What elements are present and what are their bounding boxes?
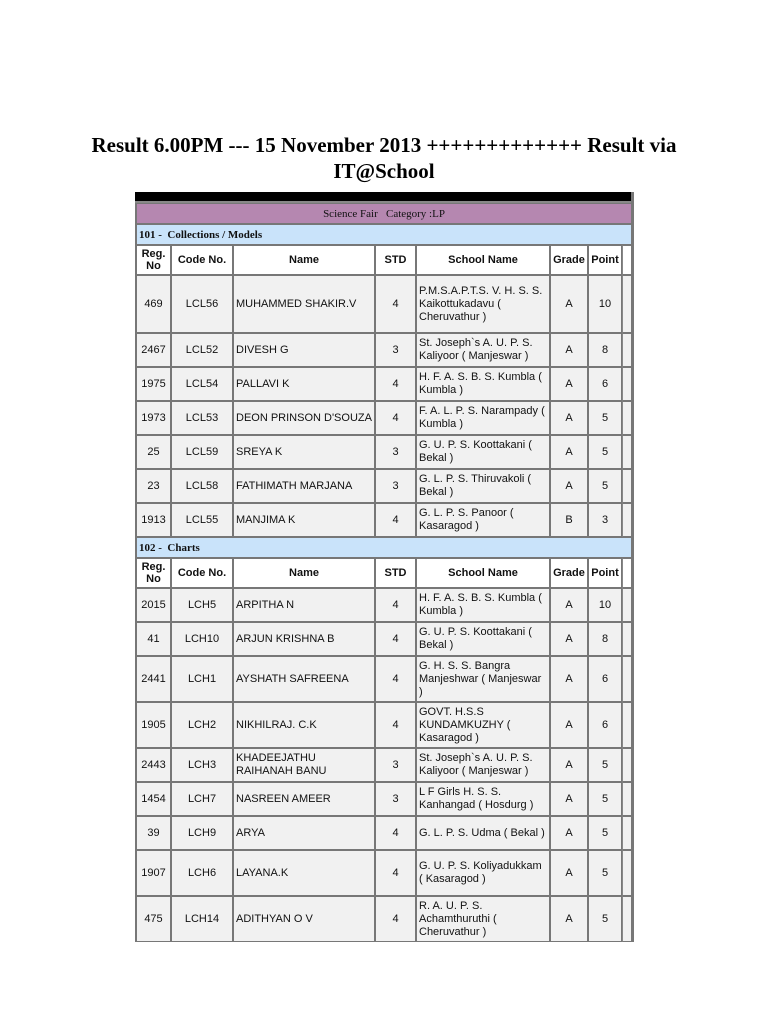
table-row	[136, 896, 632, 942]
point-cell: 5	[588, 816, 622, 850]
code-no-cell: LCH2	[171, 702, 233, 748]
table-row	[136, 850, 632, 896]
column-header: School Name	[416, 245, 550, 275]
grade-cell: A	[550, 622, 588, 656]
spacer-cell	[622, 850, 632, 896]
column-header: Reg. No	[136, 558, 171, 588]
code-no-cell: LCH9	[171, 816, 233, 850]
grade-cell: A	[550, 748, 588, 782]
code-no-cell: LCL54	[171, 367, 233, 401]
spacer-cell	[622, 245, 632, 275]
spacer-cell	[622, 896, 632, 942]
school-name-cell: St. Joseph`s A. U. P. S. Kaliyoor ( Manjeswar )	[416, 333, 550, 367]
grade-cell: A	[550, 401, 588, 435]
page-title: Result 6.00PM --- 15 November 2013 +++++++++++++ Result via IT@School	[91, 133, 677, 183]
school-name-cell: St. Joseph`s A. U. P. S. Kaliyoor ( Manjeswar )	[416, 748, 550, 782]
std-cell: 3	[375, 469, 416, 503]
reg-no-cell: 41	[136, 622, 171, 656]
table-row	[136, 275, 632, 333]
school-name-cell: G. U. P. S. Koottakani ( Bekal )	[416, 622, 550, 656]
std-cell: 4	[375, 622, 416, 656]
table-row	[136, 782, 632, 816]
point-cell: 10	[588, 275, 622, 333]
school-name-cell: P.M.S.A.P.T.S. V. H. S. S. Kaikottukadavu ( Cheruvathur )	[416, 275, 550, 333]
spacer-cell	[622, 748, 632, 782]
name-cell: AYSHATH SAFREENA	[233, 656, 375, 702]
name-cell: DIVESH G	[233, 333, 375, 367]
code-no-cell: LCL53	[171, 401, 233, 435]
name-cell: ARJUN KRISHNA B	[233, 622, 375, 656]
school-name-cell: GOVT. H.S.S KUNDAMKUZHY ( Kasaragod )	[416, 702, 550, 748]
name-cell: ARPITHA N	[233, 588, 375, 622]
table-row	[136, 588, 632, 622]
point-cell: 8	[588, 622, 622, 656]
std-cell: 4	[375, 702, 416, 748]
column-header-row	[136, 558, 632, 588]
spacer-cell	[622, 588, 632, 622]
grade-cell: A	[550, 896, 588, 942]
school-name-cell: R. A. U. P. S. Achamthuruthi ( Cheruvathur )	[416, 896, 550, 942]
std-cell: 3	[375, 435, 416, 469]
grade-cell: A	[550, 702, 588, 748]
fair-category-header: Science Fair Category :LP	[136, 203, 632, 224]
point-cell: 6	[588, 656, 622, 702]
point-cell: 5	[588, 401, 622, 435]
table-row	[136, 702, 632, 748]
std-cell: 3	[375, 333, 416, 367]
school-name-cell: H. F. A. S. B. S. Kumbla ( Kumbla )	[416, 367, 550, 401]
fair-category-row	[136, 203, 632, 224]
code-no-cell: LCL52	[171, 333, 233, 367]
point-cell: 10	[588, 588, 622, 622]
code-no-cell: LCH6	[171, 850, 233, 896]
table-top-bar	[135, 192, 631, 203]
grade-cell: B	[550, 503, 588, 537]
name-cell: SREYA K	[233, 435, 375, 469]
column-header: STD	[375, 558, 416, 588]
std-cell: 4	[375, 816, 416, 850]
column-header: Grade	[550, 245, 588, 275]
table-row	[136, 622, 632, 656]
event-header-row	[136, 537, 632, 558]
grade-cell: A	[550, 367, 588, 401]
column-header: School Name	[416, 558, 550, 588]
spacer-cell	[622, 469, 632, 503]
point-cell: 5	[588, 782, 622, 816]
table-row	[136, 333, 632, 367]
grade-cell: A	[550, 275, 588, 333]
name-cell: ADITHYAN O V	[233, 896, 375, 942]
spacer-cell	[622, 702, 632, 748]
point-cell: 5	[588, 850, 622, 896]
point-cell: 5	[588, 748, 622, 782]
grade-cell: A	[550, 588, 588, 622]
spacer-cell	[622, 503, 632, 537]
reg-no-cell: 2443	[136, 748, 171, 782]
code-no-cell: LCL55	[171, 503, 233, 537]
point-cell: 6	[588, 702, 622, 748]
std-cell: 4	[375, 850, 416, 896]
std-cell: 3	[375, 782, 416, 816]
column-header: Point	[588, 558, 622, 588]
reg-no-cell: 25	[136, 435, 171, 469]
spacer-cell	[622, 401, 632, 435]
grade-cell: A	[550, 850, 588, 896]
reg-no-cell: 1913	[136, 503, 171, 537]
point-cell: 5	[588, 896, 622, 942]
name-cell: ARYA	[233, 816, 375, 850]
grade-cell: A	[550, 782, 588, 816]
results-body	[136, 203, 632, 942]
grade-cell: A	[550, 333, 588, 367]
grade-cell: A	[550, 469, 588, 503]
table-row	[136, 748, 632, 782]
reg-no-cell: 1454	[136, 782, 171, 816]
spacer-cell	[622, 333, 632, 367]
point-cell: 3	[588, 503, 622, 537]
column-header: Code No.	[171, 245, 233, 275]
table-row	[136, 656, 632, 702]
table-row	[136, 816, 632, 850]
name-cell: LAYANA.K	[233, 850, 375, 896]
reg-no-cell: 1973	[136, 401, 171, 435]
name-cell: KHADEEJATHU RAIHANAH BANU	[233, 748, 375, 782]
point-cell: 6	[588, 367, 622, 401]
school-name-cell: G. L. P. S. Udma ( Bekal )	[416, 816, 550, 850]
reg-no-cell: 475	[136, 896, 171, 942]
grade-cell: A	[550, 435, 588, 469]
grade-cell: A	[550, 656, 588, 702]
std-cell: 4	[375, 401, 416, 435]
name-cell: MUHAMMED SHAKIR.V	[233, 275, 375, 333]
table-row	[136, 367, 632, 401]
column-header: Name	[233, 245, 375, 275]
grade-cell: A	[550, 816, 588, 850]
column-header: Grade	[550, 558, 588, 588]
event-title: 101 - Collections / Models	[136, 224, 632, 245]
column-header: Name	[233, 558, 375, 588]
table-row	[136, 503, 632, 537]
reg-no-cell: 469	[136, 275, 171, 333]
std-cell: 4	[375, 367, 416, 401]
event-title: 102 - Charts	[136, 537, 632, 558]
results-table-container	[135, 192, 634, 942]
name-cell: NASREEN AMEER	[233, 782, 375, 816]
name-cell: MANJIMA K	[233, 503, 375, 537]
spacer-cell	[622, 367, 632, 401]
column-header: Reg. No	[136, 245, 171, 275]
table-row	[136, 401, 632, 435]
school-name-cell: G. H. S. S. Bangra Manjeshwar ( Manjeswar )	[416, 656, 550, 702]
table-row	[136, 469, 632, 503]
reg-no-cell: 2467	[136, 333, 171, 367]
reg-no-cell: 2015	[136, 588, 171, 622]
reg-no-cell: 1907	[136, 850, 171, 896]
std-cell: 4	[375, 503, 416, 537]
spacer-cell	[622, 435, 632, 469]
code-no-cell: LCH14	[171, 896, 233, 942]
code-no-cell: LCH5	[171, 588, 233, 622]
point-cell: 5	[588, 469, 622, 503]
code-no-cell: LCH7	[171, 782, 233, 816]
name-cell: FATHIMATH MARJANA	[233, 469, 375, 503]
reg-no-cell: 1975	[136, 367, 171, 401]
reg-no-cell: 2441	[136, 656, 171, 702]
std-cell: 3	[375, 748, 416, 782]
code-no-cell: LCH3	[171, 748, 233, 782]
spacer-cell	[622, 816, 632, 850]
school-name-cell: G. U. P. S. Koliyadukkam ( Kasaragod )	[416, 850, 550, 896]
reg-no-cell: 1905	[136, 702, 171, 748]
results-table	[135, 203, 632, 942]
spacer-cell	[622, 275, 632, 333]
school-name-cell: L F Girls H. S. S. Kanhangad ( Hosdurg )	[416, 782, 550, 816]
column-header: STD	[375, 245, 416, 275]
spacer-cell	[622, 782, 632, 816]
code-no-cell: LCH1	[171, 656, 233, 702]
point-cell: 5	[588, 435, 622, 469]
reg-no-cell: 23	[136, 469, 171, 503]
column-header-row	[136, 245, 632, 275]
school-name-cell: H. F. A. S. B. S. Kumbla ( Kumbla )	[416, 588, 550, 622]
point-cell: 8	[588, 333, 622, 367]
std-cell: 4	[375, 896, 416, 942]
event-header-row	[136, 224, 632, 245]
name-cell: PALLAVI K	[233, 367, 375, 401]
name-cell: DEON PRINSON D'SOUZA	[233, 401, 375, 435]
spacer-cell	[622, 558, 632, 588]
name-cell: NIKHILRAJ. C.K	[233, 702, 375, 748]
spacer-cell	[622, 656, 632, 702]
std-cell: 4	[375, 275, 416, 333]
code-no-cell: LCL59	[171, 435, 233, 469]
school-name-cell: G. L. P. S. Thiruvakoli ( Bekal )	[416, 469, 550, 503]
column-header: Code No.	[171, 558, 233, 588]
std-cell: 4	[375, 588, 416, 622]
std-cell: 4	[375, 656, 416, 702]
school-name-cell: G. L. P. S. Panoor ( Kasaragod )	[416, 503, 550, 537]
reg-no-cell: 39	[136, 816, 171, 850]
school-name-cell: F. A. L. P. S. Narampady ( Kumbla )	[416, 401, 550, 435]
code-no-cell: LCL56	[171, 275, 233, 333]
code-no-cell: LCH10	[171, 622, 233, 656]
school-name-cell: G. U. P. S. Koottakani ( Bekal )	[416, 435, 550, 469]
code-no-cell: LCL58	[171, 469, 233, 503]
column-header: Point	[588, 245, 622, 275]
table-row	[136, 435, 632, 469]
spacer-cell	[622, 622, 632, 656]
